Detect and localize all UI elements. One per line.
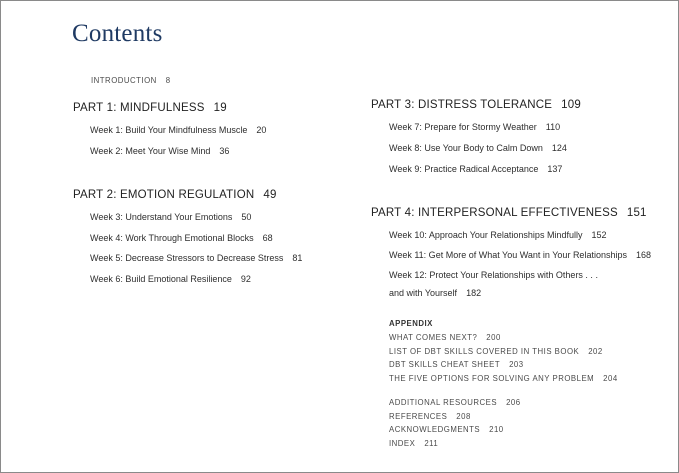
toc-week-3[interactable] bbox=[90, 212, 251, 222]
entry-label: INTRODUCTION bbox=[91, 76, 157, 85]
week-label: Week 10: Approach Your Relationships Mindfully bbox=[389, 230, 583, 240]
entry-label: DBT SKILLS CHEAT SHEET bbox=[389, 360, 501, 369]
week-page: 110 bbox=[545, 122, 561, 132]
toc-week-12-continued[interactable] bbox=[389, 288, 481, 298]
entry-label: ACKNOWLEDGMENTS bbox=[389, 425, 481, 434]
week-page: 124 bbox=[551, 143, 567, 153]
toc-back-matter-item[interactable] bbox=[389, 425, 504, 434]
toc-part-2[interactable] bbox=[73, 189, 277, 201]
page-title: Contents bbox=[72, 20, 163, 47]
week-page: 68 bbox=[262, 233, 273, 243]
week-label: Week 8: Use Your Body to Calm Down bbox=[389, 143, 543, 153]
week-label: Week 2: Meet Your Wise Mind bbox=[90, 146, 211, 156]
week-page: 81 bbox=[292, 253, 303, 263]
toc-appendix-item[interactable] bbox=[389, 347, 603, 356]
week-label: Week 12: Protect Your Relationships with Others . . . bbox=[389, 270, 598, 280]
toc-part-1[interactable] bbox=[73, 102, 227, 114]
entry-page: 200 bbox=[486, 333, 501, 342]
toc-week-4[interactable] bbox=[90, 233, 273, 243]
entry-page: 211 bbox=[424, 439, 439, 448]
toc-entry-introduction[interactable] bbox=[91, 76, 171, 85]
week-page: 152 bbox=[591, 230, 607, 240]
toc-week-9[interactable] bbox=[389, 164, 562, 174]
part-title: PART 4: INTERPERSONAL EFFECTIVENESS bbox=[371, 207, 618, 219]
entry-label: INDEX bbox=[389, 439, 416, 448]
part-page: 19 bbox=[213, 102, 227, 114]
part-page: 49 bbox=[263, 189, 277, 201]
entry-label: WHAT COMES NEXT? bbox=[389, 333, 478, 342]
toc-week-1[interactable] bbox=[90, 125, 266, 135]
toc-week-12[interactable] bbox=[389, 270, 598, 280]
entry-page: 202 bbox=[588, 347, 603, 356]
week-page: 137 bbox=[547, 164, 563, 174]
week-label: Week 11: Get More of What You Want in Your Relationships bbox=[389, 250, 627, 260]
entry-page: 203 bbox=[509, 360, 524, 369]
entry-page: 204 bbox=[603, 374, 618, 383]
toc-week-7[interactable] bbox=[389, 122, 560, 132]
week-label: Week 7: Prepare for Stormy Weather bbox=[389, 122, 537, 132]
toc-week-8[interactable] bbox=[389, 143, 567, 153]
toc-back-matter-item[interactable] bbox=[389, 439, 438, 448]
appendix-heading: APPENDIX bbox=[389, 319, 433, 328]
week-page: 182 bbox=[466, 288, 482, 298]
toc-appendix-item[interactable] bbox=[389, 374, 618, 383]
toc-part-4[interactable] bbox=[371, 207, 647, 219]
week-label: Week 1: Build Your Mindfulness Muscle bbox=[90, 125, 248, 135]
week-page: 20 bbox=[256, 125, 267, 135]
toc-week-6[interactable] bbox=[90, 274, 251, 284]
week-page: 50 bbox=[241, 212, 252, 222]
week-label: Week 4: Work Through Emotional Blocks bbox=[90, 233, 254, 243]
part-page: 109 bbox=[561, 99, 581, 111]
part-title: PART 1: MINDFULNESS bbox=[73, 102, 205, 114]
week-label-continued: and with Yourself bbox=[389, 288, 458, 298]
toc-appendix-item[interactable] bbox=[389, 360, 524, 369]
week-page: 92 bbox=[240, 274, 251, 284]
week-page: 36 bbox=[219, 146, 230, 156]
entry-label: ADDITIONAL RESOURCES bbox=[389, 398, 498, 407]
week-label: Week 3: Understand Your Emotions bbox=[90, 212, 233, 222]
week-page: 168 bbox=[635, 250, 651, 260]
part-title: PART 3: DISTRESS TOLERANCE bbox=[371, 99, 553, 111]
entry-label: THE FIVE OPTIONS FOR SOLVING ANY PROBLEM bbox=[389, 374, 595, 383]
week-label: Week 5: Decrease Stressors to Decrease Stress bbox=[90, 253, 284, 263]
week-label: Week 9: Practice Radical Acceptance bbox=[389, 164, 539, 174]
week-label: Week 6: Build Emotional Resilience bbox=[90, 274, 232, 284]
toc-week-2[interactable] bbox=[90, 146, 229, 156]
toc-appendix-item[interactable] bbox=[389, 333, 501, 342]
toc-part-3[interactable] bbox=[371, 99, 581, 111]
entry-page: 206 bbox=[506, 398, 521, 407]
part-page: 151 bbox=[626, 207, 647, 219]
toc-week-5[interactable] bbox=[90, 253, 302, 263]
entry-label: REFERENCES bbox=[389, 412, 448, 421]
part-title: PART 2: EMOTION REGULATION bbox=[73, 189, 255, 201]
toc-week-10[interactable] bbox=[389, 230, 606, 240]
toc-back-matter-item[interactable] bbox=[389, 412, 471, 421]
toc-back-matter-item[interactable] bbox=[389, 398, 521, 407]
entry-page: 208 bbox=[456, 412, 471, 421]
toc-week-11[interactable] bbox=[389, 250, 651, 260]
entry-label: LIST OF DBT SKILLS COVERED IN THIS BOOK bbox=[389, 347, 580, 356]
entry-page: 210 bbox=[489, 425, 504, 434]
entry-page: 8 bbox=[165, 76, 171, 85]
